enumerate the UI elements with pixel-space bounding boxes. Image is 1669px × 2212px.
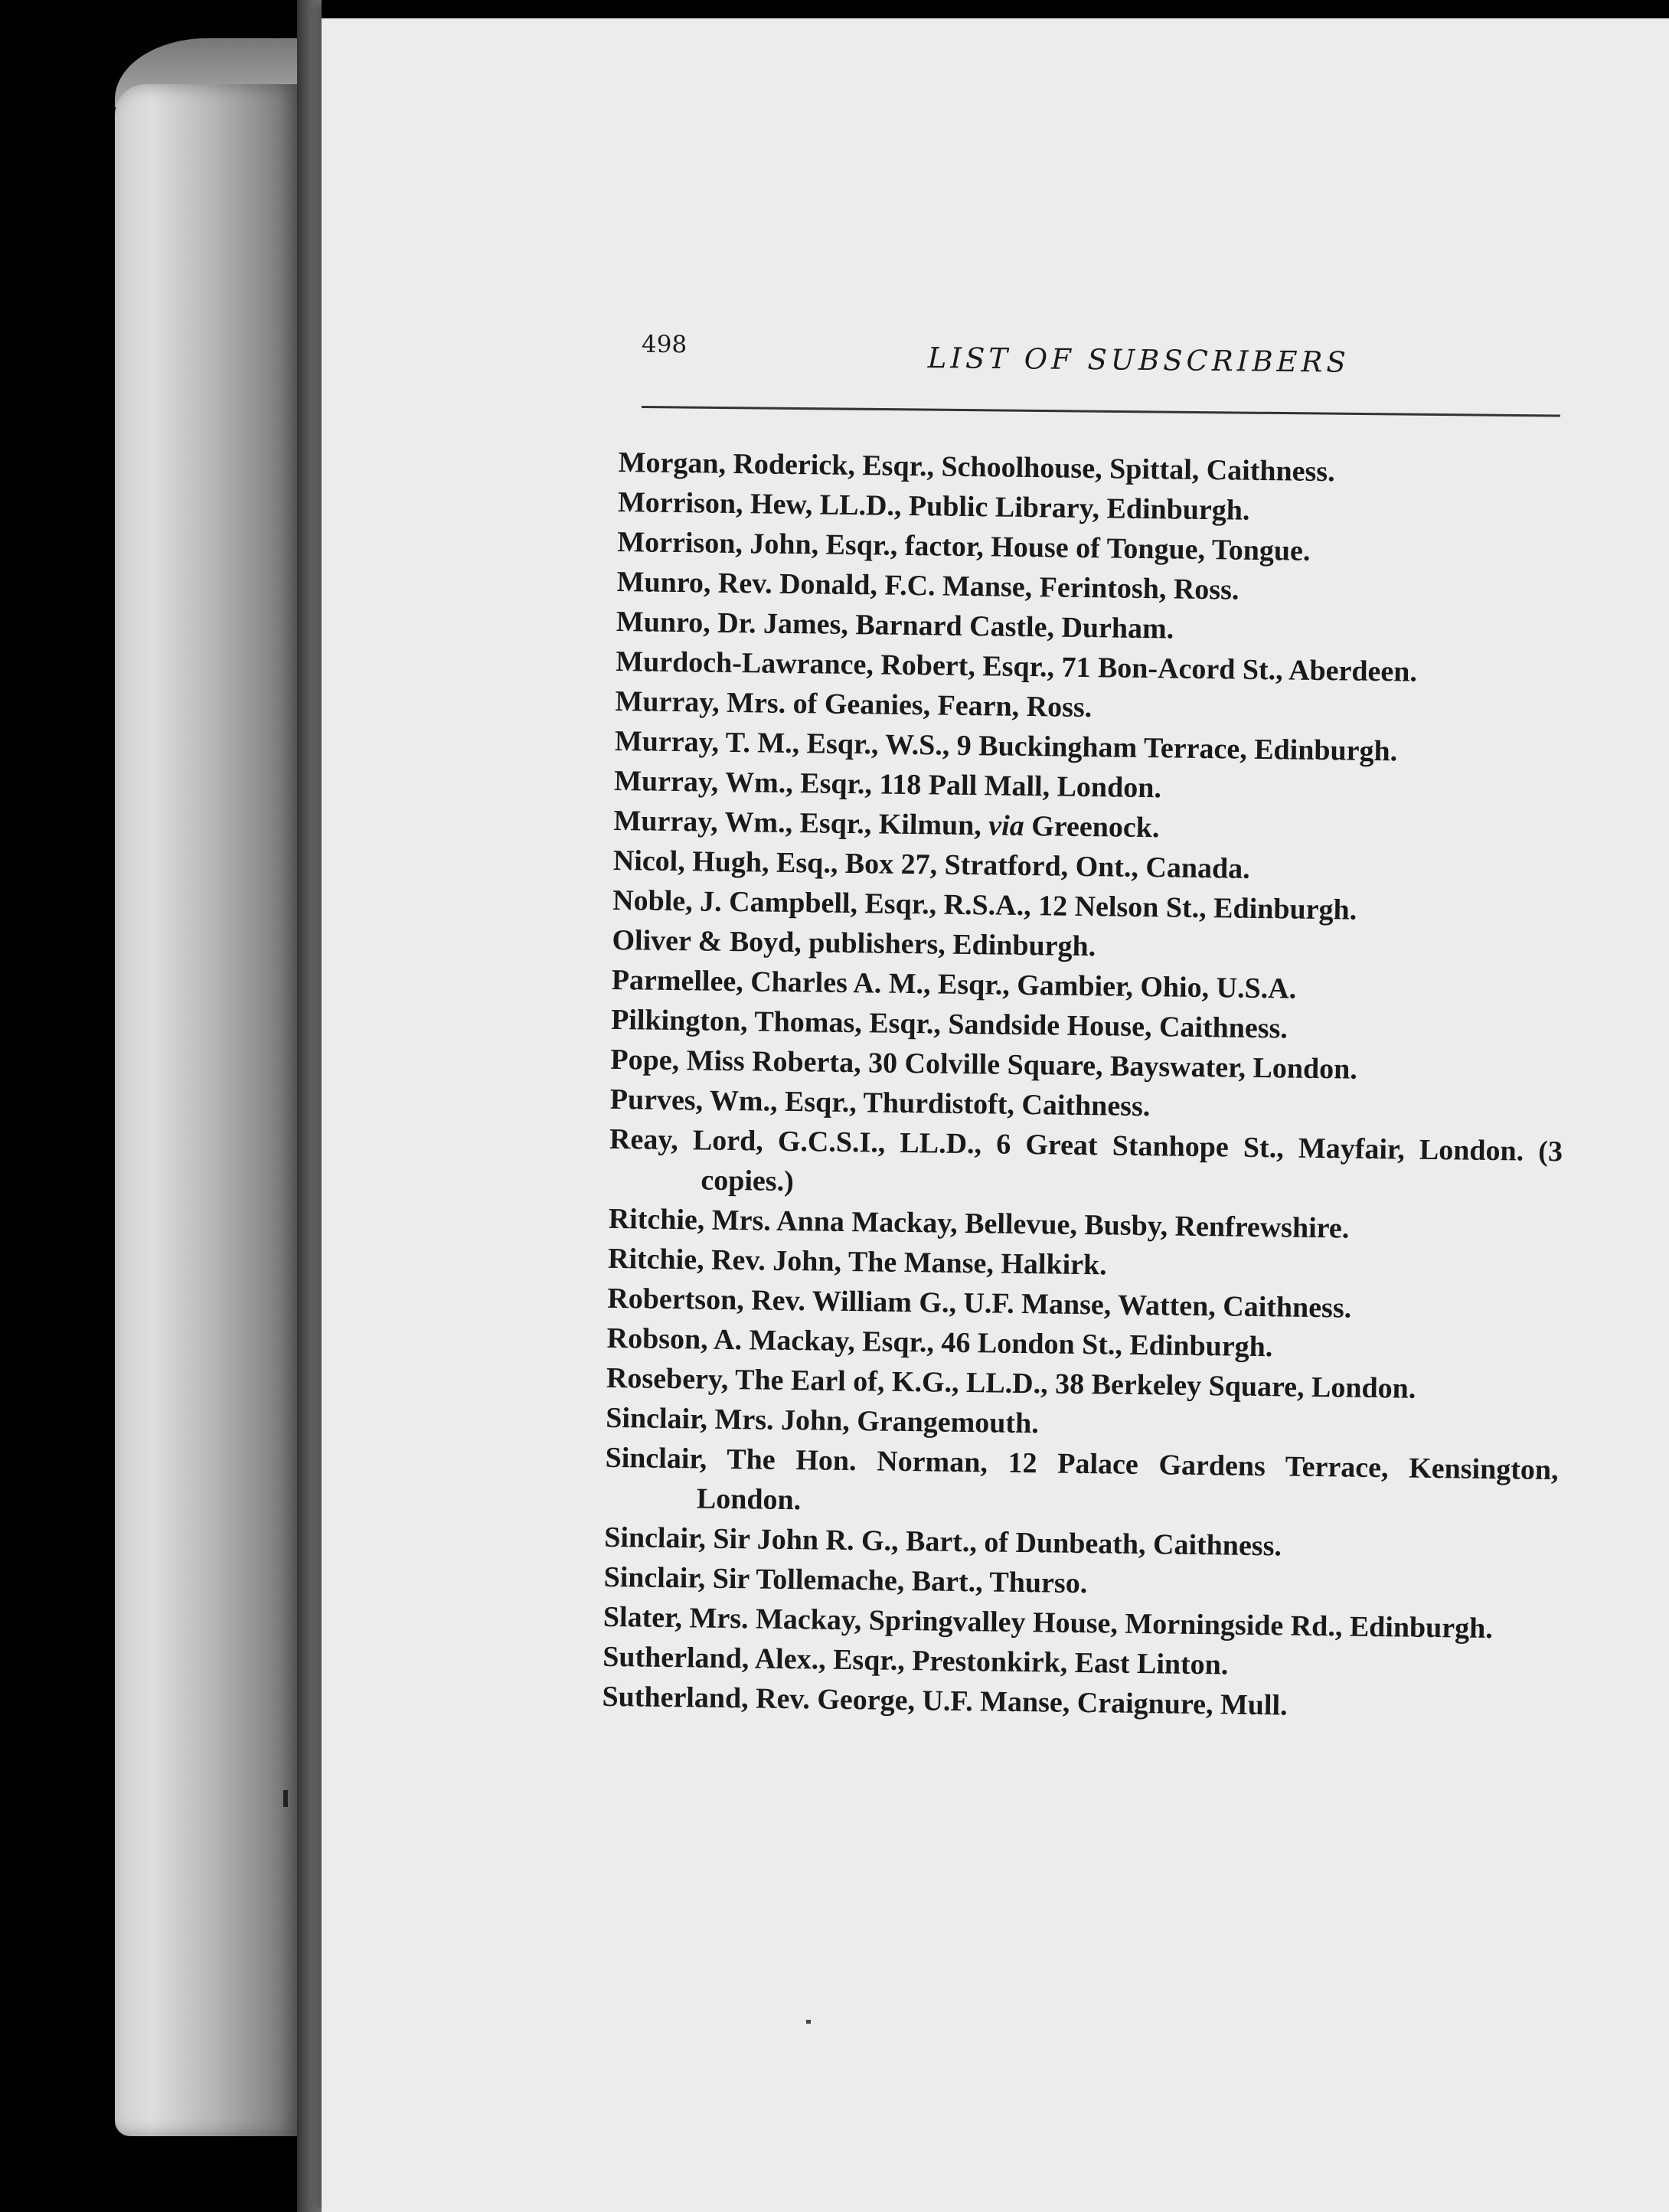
subscriber-entry: Purves, Wm., Esqr., Thurdistoft, Caithness. — [609, 1083, 1151, 1123]
subscriber-entry: Sutherland, Rev. George, U.F. Manse, Craignure, Mull. — [602, 1680, 1288, 1722]
subscriber-entry: Sinclair, Sir John R. G., Bart., of Dunbeath, Caithness. — [604, 1521, 1282, 1563]
subscriber-entry: Murray, Mrs. of Geanies, Fearn, Ross. — [615, 685, 1093, 724]
subscriber-entry: Sinclair, The Hon. Norman, 12 Palace Gardens Terrace, Kensington, London. — [605, 1441, 1559, 1517]
subscriber-entry: Reay, Lord, G.C.S.I., LL.D., 6 Great Stanhope St., Mayfair, London. (3 copies.) — [609, 1122, 1563, 1198]
subscriber-entry: Slater, Mrs. Mackay, Springvalley House, Morningside Rd., Edinburgh. — [603, 1600, 1494, 1645]
margin-mark — [283, 1790, 288, 1807]
subscriber-entry: Ritchie, Mrs. Anna Mackay, Bellevue, Busby, Renfrewshire. — [608, 1202, 1350, 1245]
subscriber-entry: Morrison, Hew, LL.D., Public Library, Edinburgh. — [617, 485, 1250, 527]
entry-via-italic: via — [988, 809, 1025, 842]
page-number: 498 — [641, 330, 688, 359]
subscriber-entry: Murray, T. M., Esqr., W.S., 9 Buckingham Terrace, Edinburgh. — [614, 724, 1398, 768]
subscriber-entry: Rosebery, The Earl of, K.G., LL.D., 38 Berkeley Square, London. — [606, 1361, 1416, 1405]
subscriber-entry: Morrison, John, Esqr., factor, House of Tongue, Tongue. — [617, 525, 1311, 567]
running-head: LIST OF SUBSCRIBERS — [927, 341, 1350, 379]
entry-text: Murray, Wm., Esqr., Kilmun, — [613, 804, 982, 842]
subscriber-entry: Robson, A. Mackay, Esqr., 46 London St., Edinburgh. — [606, 1322, 1273, 1364]
book-spine-edge — [115, 84, 299, 2136]
subscriber-entry: Nicol, Hugh, Esq., Box 27, Stratford, Ont., Canada. — [612, 844, 1250, 885]
subscriber-entry: Pope, Miss Roberta, 30 Colville Square, Bayswater, London. — [610, 1043, 1358, 1086]
subscriber-entry: Oliver & Boyd, publishers, Edinburgh. — [612, 923, 1096, 963]
entry-text-end: Greenock. — [1030, 810, 1160, 845]
subscriber-entry: Munro, Dr. James, Barnard Castle, Durham. — [616, 605, 1174, 645]
subscriber-entry: Pilkington, Thomas, Esqr., Sandside House, Caithness. — [610, 1003, 1288, 1045]
subscriber-entry: Morgan, Roderick, Esqr., Schoolhouse, Spittal, Caithness. — [618, 446, 1335, 488]
subscriber-entry: Ritchie, Rev. John, The Manse, Halkirk. — [607, 1242, 1107, 1282]
subscriber-entry: Robertson, Rev. William G., U.F. Manse, Watten, Caithness. — [607, 1282, 1352, 1325]
subscriber-entry: Murdoch-Lawrance, Robert, Esqr., 71 Bon-Acord St., Aberdeen. — [615, 645, 1418, 688]
subscriber-entry: Noble, J. Campbell, Esqr., R.S.A., 12 Nelson St., Edinburgh. — [612, 884, 1357, 926]
subscriber-entry: Murray, Wm., Esqr., 118 Pall Mall, London. — [613, 764, 1162, 805]
subscriber-list — [602, 443, 1572, 1729]
subscriber-entry: Sinclair, Mrs. John, Grangemouth. — [606, 1401, 1040, 1440]
subscriber-entry: Sinclair, Sir Tollemache, Bart., Thurso. — [603, 1560, 1088, 1600]
ink-speck — [806, 2020, 811, 2024]
subscriber-entry: Sutherland, Alex., Esqr., Prestonkirk, East Linton. — [602, 1640, 1229, 1681]
scan-border-top — [322, 0, 1669, 18]
subscriber-entry: Parmellee, Charles A. M., Esqr., Gambier, Ohio, U.S.A. — [611, 963, 1297, 1005]
subscriber-entry: Munro, Rev. Donald, F.C. Manse, Ferintosh, Ross. — [616, 565, 1240, 606]
